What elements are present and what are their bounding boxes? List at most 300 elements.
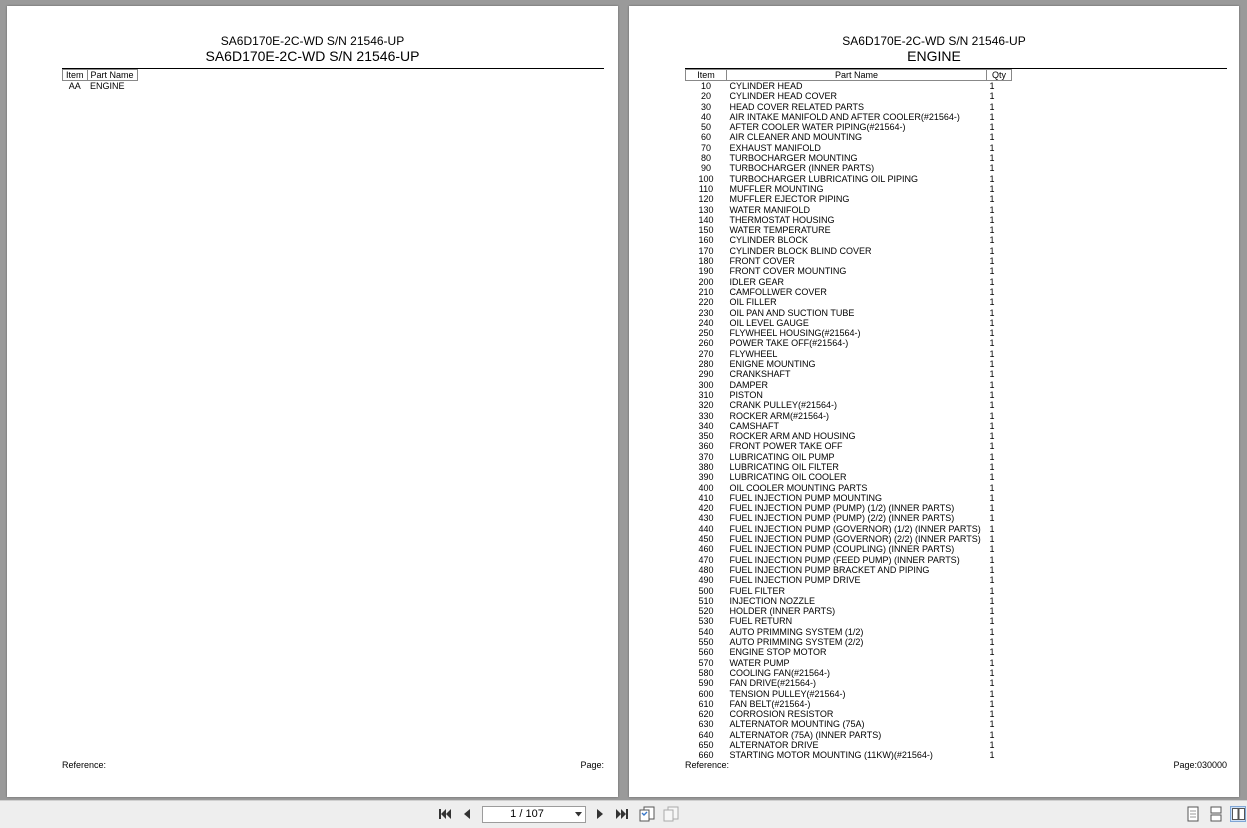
cell-part-name: DAMPER xyxy=(729,379,769,390)
cell-item: 10 xyxy=(700,81,711,91)
cell-item: 150 xyxy=(698,225,714,236)
table-row[interactable] xyxy=(686,689,1012,699)
table-row[interactable] xyxy=(686,297,1012,307)
cell-item: 420 xyxy=(698,503,714,514)
cell-item: 490 xyxy=(698,575,714,586)
cell-part-name: FUEL RETURN xyxy=(729,616,793,627)
cell-part-name: FUEL INJECTION PUMP DRIVE xyxy=(729,575,861,586)
cell-item: 450 xyxy=(698,534,714,545)
cell-qty: 1 xyxy=(989,431,995,442)
cell-item: 410 xyxy=(698,492,714,503)
cell-part-name: LUBRICATING OIL COOLER xyxy=(729,472,847,483)
cell-qty: 1 xyxy=(989,410,995,421)
page-title-model: SA6D170E-2C-WD S/N 21546-UP xyxy=(842,34,1026,48)
document-page-left xyxy=(7,6,618,797)
page-title-section: SA6D170E-2C-WD S/N 21546-UP xyxy=(205,48,420,64)
cell-item: 620 xyxy=(698,709,714,720)
cell-item: 40 xyxy=(700,111,711,122)
table-row[interactable] xyxy=(686,544,1012,554)
cell-item: 500 xyxy=(698,585,714,596)
cell-item: 660 xyxy=(698,750,714,761)
cell-item: 340 xyxy=(698,420,714,431)
cell-qty: 1 xyxy=(989,132,995,143)
cell-qty: 1 xyxy=(989,163,995,174)
last-page-button[interactable] xyxy=(614,806,630,822)
single-page-view-button[interactable] xyxy=(1185,806,1201,822)
cell-qty: 1 xyxy=(989,451,995,462)
table-row[interactable] xyxy=(686,524,1012,534)
table-row[interactable] xyxy=(686,513,1012,523)
table-row[interactable] xyxy=(686,699,1012,709)
navigation-toolbar xyxy=(0,800,1247,828)
cell-part-name: AIR INTAKE MANIFOLD AND AFTER COOLER(#21564-) xyxy=(729,111,960,122)
cell-item: 140 xyxy=(698,214,714,225)
cell-item: 230 xyxy=(698,307,714,318)
cell-qty: 1 xyxy=(989,534,995,545)
table-row[interactable] xyxy=(686,411,1012,421)
cell-part-name: OIL LEVEL GAUGE xyxy=(729,317,809,328)
cell-part-name: CAMFOLLWER COVER xyxy=(729,286,827,297)
table-row[interactable] xyxy=(686,637,1012,647)
cell-part-name: FUEL INJECTION PUMP (FEED PUMP) (INNER PARTS) xyxy=(729,554,960,565)
cell-part-name: OIL COOLER MOUNTING PARTS xyxy=(729,482,868,493)
page-title-model: SA6D170E-2C-WD S/N 21546-UP xyxy=(220,34,405,48)
cell-part-name: FUEL INJECTION PUMP (GOVERNOR) (1/2) (INNER PARTS) xyxy=(729,523,981,534)
cell-part-name: FUEL INJECTION PUMP BRACKET AND PIPING xyxy=(729,564,930,575)
cell-qty: 1 xyxy=(989,461,995,472)
cell-qty: 1 xyxy=(989,256,995,267)
cell-part-name: FRONT COVER MOUNTING xyxy=(729,266,847,277)
cell-item: 430 xyxy=(698,513,714,524)
table-row[interactable] xyxy=(686,431,1012,441)
cell-part-name: EXHAUST MANIFOLD xyxy=(729,142,821,153)
table-row[interactable] xyxy=(686,709,1012,719)
table-row[interactable] xyxy=(686,380,1012,390)
table-row[interactable] xyxy=(686,308,1012,318)
table-row[interactable] xyxy=(686,184,1012,194)
cell-item: 530 xyxy=(698,616,714,627)
table-row[interactable] xyxy=(686,740,1012,750)
single-page-icon xyxy=(1187,806,1199,822)
cell-part-name: FAN BELT(#21564-) xyxy=(729,698,811,709)
cell-qty: 1 xyxy=(989,698,995,709)
cell-item: 520 xyxy=(698,606,714,617)
cell-qty: 1 xyxy=(989,492,995,503)
cell-qty: 1 xyxy=(989,575,995,586)
cell-part-name: ALTERNATOR MOUNTING (75A) xyxy=(729,719,865,730)
view-mode-button-disabled[interactable] xyxy=(663,806,679,822)
cell-part-name: WATER TEMPERATURE xyxy=(729,225,831,236)
cell-part-name: TENSION PULLEY(#21564-) xyxy=(729,688,846,699)
cell-item: 170 xyxy=(698,245,714,256)
cell-part-name: CYLINDER BLOCK xyxy=(729,235,809,246)
cell-item: 320 xyxy=(698,400,714,411)
cell-item: 90 xyxy=(700,163,711,174)
facing-pages-icon xyxy=(1232,808,1245,820)
cell-item: 220 xyxy=(698,297,714,308)
document-page-right xyxy=(629,6,1239,797)
table-row[interactable] xyxy=(686,627,1012,637)
cell-part-name: HEAD COVER RELATED PARTS xyxy=(729,101,865,112)
column-header-part-name: Part Name xyxy=(87,70,137,81)
cell-qty: 1 xyxy=(989,359,995,370)
cell-item: 250 xyxy=(698,328,714,339)
cell-part-name: ENGINE xyxy=(90,81,125,91)
cell-qty: 1 xyxy=(989,647,995,658)
cell-item: 300 xyxy=(698,379,714,390)
table-row[interactable] xyxy=(686,750,1012,760)
cell-part-name: ROCKER ARM AND HOUSING xyxy=(729,431,856,442)
column-header-qty: Qty xyxy=(987,70,1012,81)
cell-item: 570 xyxy=(698,657,714,668)
cell-item: 440 xyxy=(698,523,714,534)
cell-part-name: CRANK PULLEY(#21564-) xyxy=(729,400,838,411)
table-row[interactable] xyxy=(686,225,1012,235)
cell-qty: 1 xyxy=(989,729,995,740)
next-page-button[interactable] xyxy=(592,806,608,822)
cell-part-name: ENIGNE MOUNTING xyxy=(729,359,816,370)
cell-part-name: LUBRICATING OIL PUMP xyxy=(729,451,835,462)
cell-part-name: FUEL FILTER xyxy=(729,585,786,596)
table-row[interactable] xyxy=(686,616,1012,626)
page-number-label: Page:030000 xyxy=(1173,760,1227,770)
table-row[interactable] xyxy=(686,462,1012,472)
cell-part-name: CRANKSHAFT xyxy=(729,369,791,380)
cell-qty: 1 xyxy=(989,245,995,256)
cell-part-name: THERMOSTAT HOUSING xyxy=(729,214,835,225)
table-row[interactable] xyxy=(686,246,1012,256)
cell-qty: 1 xyxy=(989,667,995,678)
table-row[interactable] xyxy=(686,369,1012,379)
table-row[interactable] xyxy=(686,235,1012,245)
cell-part-name: ALTERNATOR DRIVE xyxy=(729,740,819,750)
cell-qty: 1 xyxy=(989,688,995,699)
cell-part-name: CYLINDER BLOCK BLIND COVER xyxy=(729,245,872,256)
cell-item: 20 xyxy=(700,91,711,102)
table-row[interactable] xyxy=(686,266,1012,276)
cell-part-name: TURBOCHARGER (INNER PARTS) xyxy=(729,163,875,174)
cell-qty: 1 xyxy=(989,204,995,215)
cell-qty: 1 xyxy=(989,719,995,730)
cell-item: 190 xyxy=(698,266,714,277)
cell-qty: 1 xyxy=(989,472,995,483)
cell-qty: 1 xyxy=(989,554,995,565)
parts-table xyxy=(685,69,1012,761)
cell-part-name: FUEL INJECTION PUMP (COUPLING) (INNER PARTS) xyxy=(729,544,955,555)
cell-item: 350 xyxy=(698,431,714,442)
cell-item: 600 xyxy=(698,688,714,699)
cell-qty: 1 xyxy=(989,153,995,164)
cell-item: 330 xyxy=(698,410,714,421)
cell-item: 560 xyxy=(698,647,714,658)
cell-qty: 1 xyxy=(989,276,995,287)
cell-qty: 1 xyxy=(989,400,995,411)
cell-item: 360 xyxy=(698,441,714,452)
table-row[interactable] xyxy=(686,668,1012,678)
table-row[interactable] xyxy=(686,503,1012,513)
cell-qty: 1 xyxy=(989,441,995,452)
parts-table-header xyxy=(686,70,1012,81)
cell-part-name: MUFFLER MOUNTING xyxy=(729,183,824,194)
cell-part-name: OIL FILLER xyxy=(729,297,777,308)
cell-qty: 1 xyxy=(989,173,995,184)
cell-item: 60 xyxy=(700,132,711,143)
cell-part-name: AUTO PRIMMING SYSTEM (2/2) xyxy=(729,637,864,648)
cell-item: 650 xyxy=(698,740,714,750)
cell-part-name: OIL PAN AND SUCTION TUBE xyxy=(729,307,855,318)
cell-item: AA xyxy=(68,81,81,91)
cell-part-name: ROCKER ARM(#21564-) xyxy=(729,410,830,421)
cell-item: 480 xyxy=(698,564,714,575)
cell-qty: 1 xyxy=(989,266,995,277)
table-row[interactable] xyxy=(686,205,1012,215)
table-row[interactable] xyxy=(686,328,1012,338)
cell-qty: 1 xyxy=(989,626,995,637)
cell-item: 30 xyxy=(700,101,711,112)
cell-part-name: FUEL INJECTION PUMP MOUNTING xyxy=(729,492,883,503)
cell-item: 510 xyxy=(698,595,714,606)
column-header-part-name: Part Name xyxy=(727,70,987,81)
cell-item: 390 xyxy=(698,472,714,483)
cell-part-name: WATER PUMP xyxy=(729,657,790,668)
table-row[interactable] xyxy=(686,349,1012,359)
cell-part-name: CAMSHAFT xyxy=(729,420,779,431)
cell-item: 290 xyxy=(698,369,714,380)
cell-qty: 1 xyxy=(989,225,995,236)
table-row[interactable] xyxy=(686,338,1012,348)
cell-qty: 1 xyxy=(989,183,995,194)
cell-qty: 1 xyxy=(989,513,995,524)
cell-qty: 1 xyxy=(989,616,995,627)
table-row[interactable] xyxy=(686,719,1012,729)
chevron-down-icon xyxy=(575,812,582,817)
table-row[interactable] xyxy=(686,174,1012,184)
table-row[interactable] xyxy=(686,143,1012,153)
table-row[interactable] xyxy=(686,215,1012,225)
view-mode-button[interactable] xyxy=(639,806,655,822)
facing-pages-view-button[interactable] xyxy=(1230,806,1246,822)
cell-part-name: AUTO PRIMMING SYSTEM (1/2) xyxy=(729,626,864,637)
cell-qty: 1 xyxy=(989,328,995,339)
cell-part-name: CYLINDER HEAD COVER xyxy=(729,91,838,102)
cell-qty: 1 xyxy=(989,286,995,297)
table-row[interactable] xyxy=(686,287,1012,297)
cell-part-name: WATER MANIFOLD xyxy=(729,204,810,215)
cell-item: 580 xyxy=(698,667,714,678)
table-row[interactable] xyxy=(686,586,1012,596)
cell-item: 550 xyxy=(698,637,714,648)
table-row[interactable] xyxy=(686,678,1012,688)
cell-item: 80 xyxy=(700,153,711,164)
cell-qty: 1 xyxy=(989,503,995,514)
table-row[interactable] xyxy=(686,359,1012,369)
cell-qty: 1 xyxy=(989,750,995,761)
cell-part-name: TURBOCHARGER LUBRICATING OIL PIPING xyxy=(729,173,919,184)
cell-item: 260 xyxy=(698,338,714,349)
cell-qty: 1 xyxy=(989,194,995,205)
cell-part-name: FRONT POWER TAKE OFF xyxy=(729,441,843,452)
cell-item: 120 xyxy=(698,194,714,205)
continuous-view-button[interactable] xyxy=(1208,806,1224,822)
cell-item: 590 xyxy=(698,678,714,689)
page-number-label: Page: xyxy=(580,760,604,770)
table-row[interactable] xyxy=(686,132,1012,142)
cell-item: 460 xyxy=(698,544,714,555)
cell-item: 540 xyxy=(698,626,714,637)
cell-item: 100 xyxy=(698,173,714,184)
cell-item: 210 xyxy=(698,286,714,297)
cell-qty: 1 xyxy=(989,389,995,400)
table-row[interactable] xyxy=(686,730,1012,740)
table-row[interactable] xyxy=(686,483,1012,493)
next-page-icon xyxy=(595,808,605,820)
cell-part-name: STARTING MOTOR MOUNTING (11KW)(#21564-) xyxy=(729,750,933,761)
cell-qty: 1 xyxy=(989,317,995,328)
table-row[interactable] xyxy=(686,647,1012,657)
column-header-item: Item xyxy=(63,70,88,81)
cell-part-name: TURBOCHARGER MOUNTING xyxy=(729,153,858,164)
cell-item: 50 xyxy=(700,122,711,133)
cell-qty: 1 xyxy=(989,91,995,102)
cell-item: 240 xyxy=(698,317,714,328)
table-row[interactable] xyxy=(686,194,1012,204)
cell-qty: 1 xyxy=(989,544,995,555)
cell-part-name: FLYWHEEL xyxy=(729,348,778,359)
cell-part-name: CORROSION RESISTOR xyxy=(729,709,834,720)
cell-qty: 1 xyxy=(989,585,995,596)
cell-item: 470 xyxy=(698,554,714,565)
cell-qty: 1 xyxy=(989,101,995,112)
table-row[interactable] xyxy=(686,421,1012,431)
cell-qty: 1 xyxy=(989,482,995,493)
first-page-button[interactable] xyxy=(437,806,453,822)
cell-part-name: LUBRICATING OIL FILTER xyxy=(729,461,839,472)
cell-qty: 1 xyxy=(989,564,995,575)
table-row[interactable] xyxy=(686,606,1012,616)
page-indicator: 1 / 107 xyxy=(510,808,544,820)
cell-qty: 1 xyxy=(989,740,995,750)
cell-qty: 1 xyxy=(989,523,995,534)
table-row[interactable] xyxy=(686,565,1012,575)
cell-part-name: FUEL INJECTION PUMP (PUMP) (2/2) (INNER PARTS) xyxy=(729,513,955,524)
header-divider xyxy=(62,68,604,69)
cell-item: 380 xyxy=(698,461,714,472)
table-row[interactable] xyxy=(686,596,1012,606)
cell-item: 110 xyxy=(698,183,714,194)
table-row[interactable] xyxy=(686,400,1012,410)
table-row[interactable] xyxy=(686,277,1012,287)
cell-qty: 1 xyxy=(989,142,995,153)
table-row[interactable] xyxy=(686,81,1012,92)
table-row[interactable] xyxy=(686,575,1012,585)
cell-item: 70 xyxy=(700,142,711,153)
table-row[interactable] xyxy=(686,112,1012,122)
cell-qty: 1 xyxy=(989,709,995,720)
cell-part-name: PISTON xyxy=(729,389,763,400)
cell-part-name: ALTERNATOR (75A) (INNER PARTS) xyxy=(729,729,882,740)
cell-item: 160 xyxy=(698,235,714,246)
reference-label: Reference: xyxy=(62,760,107,770)
cell-part-name: HOLDER (INNER PARTS) xyxy=(729,606,836,617)
parts-table-header xyxy=(63,70,138,81)
table-row[interactable] xyxy=(686,163,1012,173)
table-row[interactable] xyxy=(686,658,1012,668)
table-row[interactable] xyxy=(686,122,1012,132)
cell-item: 400 xyxy=(698,482,714,493)
cell-part-name: FRONT COVER xyxy=(729,256,795,267)
cell-qty: 1 xyxy=(989,348,995,359)
previous-page-icon xyxy=(462,808,472,820)
cell-qty: 1 xyxy=(989,606,995,617)
parts-table xyxy=(62,69,138,91)
previous-page-button[interactable] xyxy=(459,806,475,822)
cell-part-name: FUEL INJECTION PUMP (PUMP) (1/2) (INNER PARTS) xyxy=(729,503,955,514)
cell-item: 310 xyxy=(698,389,714,400)
cell-part-name: INJECTION NOZZLE xyxy=(729,595,816,606)
cell-part-name: FLYWHEEL HOUSING(#21564-) xyxy=(729,328,861,339)
table-row[interactable] xyxy=(686,318,1012,328)
cell-qty: 1 xyxy=(989,420,995,431)
cell-part-name: AIR CLEANER AND MOUNTING xyxy=(729,132,863,143)
cell-qty: 1 xyxy=(989,297,995,308)
table-row[interactable] xyxy=(686,91,1012,101)
cell-part-name: POWER TAKE OFF(#21564-) xyxy=(729,338,849,349)
cell-qty: 1 xyxy=(989,81,995,91)
table-row[interactable] xyxy=(686,441,1012,451)
cell-qty: 1 xyxy=(989,657,995,668)
cell-item: 370 xyxy=(698,451,714,462)
table-row[interactable] xyxy=(686,472,1012,482)
cell-part-name: FUEL INJECTION PUMP (GOVERNOR) (2/2) (INNER PARTS) xyxy=(729,534,981,545)
cell-qty: 1 xyxy=(989,379,995,390)
last-page-icon xyxy=(615,808,629,820)
cell-qty: 1 xyxy=(989,235,995,246)
cell-qty: 1 xyxy=(989,122,995,133)
cell-part-name: AFTER COOLER WATER PIPING(#21564-) xyxy=(729,122,906,133)
cell-qty: 1 xyxy=(989,111,995,122)
reference-label: Reference: xyxy=(685,760,730,770)
cell-part-name: CYLINDER HEAD xyxy=(729,81,803,91)
cell-item: 200 xyxy=(698,276,714,287)
view-mode-icon xyxy=(639,806,655,822)
cell-qty: 1 xyxy=(989,338,995,349)
cell-qty: 1 xyxy=(989,637,995,648)
table-row[interactable] xyxy=(63,81,138,92)
table-row[interactable] xyxy=(686,555,1012,565)
table-row[interactable] xyxy=(686,256,1012,266)
table-row[interactable] xyxy=(686,534,1012,544)
cell-qty: 1 xyxy=(989,678,995,689)
table-row[interactable] xyxy=(686,153,1012,163)
table-row[interactable] xyxy=(686,493,1012,503)
cell-item: 130 xyxy=(698,204,714,215)
cell-item: 180 xyxy=(698,256,714,267)
cell-part-name: IDLER GEAR xyxy=(729,276,785,287)
cell-part-name: MUFFLER EJECTOR PIPING xyxy=(729,194,850,205)
first-page-icon xyxy=(438,808,452,820)
cell-qty: 1 xyxy=(989,595,995,606)
cell-qty: 1 xyxy=(989,214,995,225)
cell-part-name: COOLING FAN(#21564-) xyxy=(729,667,831,678)
table-row[interactable] xyxy=(686,452,1012,462)
page-number-selector[interactable] xyxy=(482,806,586,823)
cell-item: 630 xyxy=(698,719,714,730)
cell-item: 270 xyxy=(698,348,714,359)
page-title-section: ENGINE xyxy=(907,48,961,64)
cell-item: 280 xyxy=(698,359,714,370)
table-row[interactable] xyxy=(686,102,1012,112)
table-row[interactable] xyxy=(686,390,1012,400)
